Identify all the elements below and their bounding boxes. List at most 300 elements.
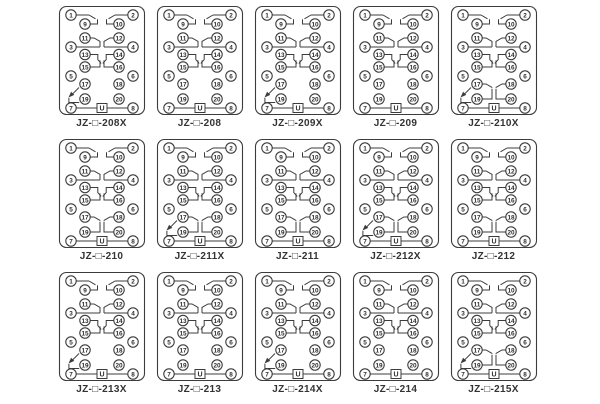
- svg-text:18: 18: [114, 347, 123, 355]
- terminal-14: [505, 315, 515, 325]
- terminal-4: [323, 175, 333, 185]
- svg-text:6: 6: [424, 206, 429, 214]
- diagram-label: JZ-□-214: [373, 384, 418, 395]
- terminal-11: [275, 299, 285, 309]
- svg-text:10: 10: [114, 287, 123, 295]
- terminal-7: [163, 369, 173, 379]
- svg-text:19: 19: [472, 96, 481, 104]
- svg-text:7: 7: [460, 371, 465, 379]
- terminal-11: [177, 166, 187, 176]
- terminal-11: [471, 33, 481, 43]
- svg-text:12: 12: [506, 301, 515, 309]
- terminal-9: [471, 152, 481, 162]
- terminal-4: [323, 308, 333, 318]
- terminal-16: [211, 62, 221, 72]
- terminal-13: [373, 49, 383, 59]
- power-unit-label: U: [294, 238, 301, 246]
- svg-text:18: 18: [212, 214, 221, 222]
- terminal-19: [373, 360, 383, 370]
- svg-text:2: 2: [130, 12, 135, 20]
- svg-text:7: 7: [166, 371, 171, 379]
- svg-text:6: 6: [228, 206, 233, 214]
- svg-text:10: 10: [408, 287, 417, 295]
- terminal-9: [471, 19, 481, 29]
- terminal-17: [275, 79, 285, 89]
- svg-text:16: 16: [310, 197, 319, 205]
- svg-text:5: 5: [362, 206, 367, 214]
- svg-text:1: 1: [460, 145, 465, 153]
- svg-text:7: 7: [264, 371, 269, 379]
- terminal-13: [471, 315, 481, 325]
- terminal-20: [309, 227, 319, 237]
- terminal-1: [261, 10, 271, 20]
- svg-text:3: 3: [362, 44, 367, 52]
- svg-text:6: 6: [130, 339, 135, 347]
- terminal-12: [211, 33, 221, 43]
- svg-text:2: 2: [424, 278, 429, 286]
- terminal-17: [373, 345, 383, 355]
- power-unit-label: U: [196, 371, 203, 379]
- terminal-1: [359, 10, 369, 20]
- terminal-15: [79, 62, 89, 72]
- relay-wiring-diagram: [249, 4, 346, 137]
- svg-text:16: 16: [114, 197, 123, 205]
- svg-text:14: 14: [310, 317, 319, 325]
- svg-text:2: 2: [228, 278, 233, 286]
- svg-text:13: 13: [178, 317, 187, 325]
- terminal-12: [113, 166, 123, 176]
- terminal-20: [211, 227, 221, 237]
- terminal-14: [309, 49, 319, 59]
- relay-schematic: [252, 4, 344, 118]
- relay-wiring-diagram: [445, 270, 542, 403]
- svg-text:20: 20: [506, 229, 515, 237]
- terminal-15: [471, 195, 481, 205]
- power-unit-label: U: [392, 105, 399, 113]
- svg-text:5: 5: [362, 73, 367, 81]
- svg-text:18: 18: [408, 347, 417, 355]
- svg-text:14: 14: [310, 184, 319, 192]
- svg-text:7: 7: [362, 105, 367, 113]
- svg-text:2: 2: [326, 145, 331, 153]
- terminal-5: [457, 204, 467, 214]
- terminal-2: [225, 276, 235, 286]
- relay-wiring-diagram: [347, 4, 444, 137]
- relay-schematic: [154, 137, 246, 251]
- svg-text:8: 8: [130, 105, 135, 113]
- terminal-10: [309, 19, 319, 29]
- relay-wiring-diagram: [347, 270, 444, 403]
- terminal-3: [359, 42, 369, 52]
- svg-text:4: 4: [130, 177, 135, 185]
- relay-schematic: [252, 137, 344, 251]
- svg-text:10: 10: [212, 154, 221, 162]
- relay-schematic: [154, 4, 246, 118]
- terminal-9: [79, 19, 89, 29]
- power-unit-label: U: [196, 238, 203, 246]
- svg-text:19: 19: [178, 96, 187, 104]
- terminal-1: [261, 143, 271, 153]
- svg-text:16: 16: [114, 330, 123, 338]
- terminal-7: [261, 369, 271, 379]
- terminal-20: [505, 360, 515, 370]
- svg-text:13: 13: [276, 317, 285, 325]
- svg-text:1: 1: [362, 145, 367, 153]
- relay-outline: [353, 273, 438, 381]
- terminal-5: [261, 204, 271, 214]
- terminal-16: [505, 62, 515, 72]
- svg-text:5: 5: [460, 73, 465, 81]
- terminal-13: [275, 182, 285, 192]
- relay-outline: [255, 273, 340, 381]
- terminal-13: [275, 49, 285, 59]
- power-unit-label: U: [392, 371, 399, 379]
- svg-text:16: 16: [506, 330, 515, 338]
- svg-text:7: 7: [68, 238, 73, 246]
- terminal-10: [211, 19, 221, 29]
- svg-text:9: 9: [474, 21, 479, 29]
- terminal-2: [225, 10, 235, 20]
- svg-text:12: 12: [408, 301, 417, 309]
- terminal-7: [359, 236, 369, 246]
- terminal-3: [163, 308, 173, 318]
- terminal-15: [471, 62, 481, 72]
- terminal-17: [177, 79, 187, 89]
- terminal-6: [519, 337, 529, 347]
- svg-text:18: 18: [506, 214, 515, 222]
- terminal-5: [163, 337, 173, 347]
- svg-text:10: 10: [506, 21, 515, 29]
- svg-text:19: 19: [276, 362, 285, 370]
- svg-text:14: 14: [212, 51, 221, 59]
- terminal-14: [407, 49, 417, 59]
- svg-text:7: 7: [460, 238, 465, 246]
- svg-text:9: 9: [180, 21, 185, 29]
- terminal-12: [505, 33, 515, 43]
- terminal-18: [505, 79, 515, 89]
- terminal-19: [275, 94, 285, 104]
- svg-text:14: 14: [212, 317, 221, 325]
- relay-schematic: [350, 270, 442, 384]
- svg-text:3: 3: [166, 310, 171, 318]
- terminal-18: [407, 345, 417, 355]
- terminal-13: [177, 49, 187, 59]
- svg-text:4: 4: [326, 177, 331, 185]
- terminal-10: [505, 152, 515, 162]
- svg-text:5: 5: [68, 339, 73, 347]
- terminal-11: [275, 33, 285, 43]
- indicator-arrow-icon: [68, 354, 79, 369]
- svg-text:9: 9: [82, 154, 87, 162]
- svg-text:18: 18: [114, 81, 123, 89]
- svg-text:6: 6: [130, 73, 135, 81]
- terminal-12: [309, 299, 319, 309]
- terminal-4: [421, 42, 431, 52]
- indicator-arrow-icon: [264, 88, 275, 103]
- terminal-5: [65, 204, 75, 214]
- terminal-15: [275, 328, 285, 338]
- terminal-4: [225, 175, 235, 185]
- svg-text:10: 10: [114, 21, 123, 29]
- terminal-4: [421, 308, 431, 318]
- terminal-8: [127, 236, 137, 246]
- svg-text:20: 20: [114, 229, 123, 237]
- diagram-label: JZ-□-210X: [468, 118, 519, 129]
- relay-schematic: [448, 4, 540, 118]
- svg-text:17: 17: [276, 347, 285, 355]
- svg-text:5: 5: [460, 206, 465, 214]
- terminal-12: [309, 33, 319, 43]
- svg-text:19: 19: [80, 362, 89, 370]
- svg-text:4: 4: [228, 177, 233, 185]
- svg-text:5: 5: [166, 206, 171, 214]
- svg-text:6: 6: [522, 206, 527, 214]
- terminal-7: [163, 236, 173, 246]
- terminal-1: [163, 143, 173, 153]
- svg-text:12: 12: [408, 35, 417, 43]
- svg-text:19: 19: [178, 229, 187, 237]
- terminal-5: [163, 71, 173, 81]
- terminal-4: [519, 42, 529, 52]
- svg-text:5: 5: [362, 339, 367, 347]
- terminal-1: [163, 276, 173, 286]
- svg-text:15: 15: [80, 64, 89, 72]
- svg-text:9: 9: [376, 154, 381, 162]
- svg-text:14: 14: [408, 51, 417, 59]
- indicator-arrow-icon: [460, 354, 471, 369]
- terminal-18: [505, 212, 515, 222]
- terminal-19: [79, 94, 89, 104]
- svg-text:10: 10: [408, 154, 417, 162]
- diagram-label: JZ-□-213: [177, 384, 222, 395]
- terminal-1: [359, 143, 369, 153]
- svg-text:18: 18: [506, 81, 515, 89]
- svg-text:16: 16: [408, 330, 417, 338]
- relay-schematic: [448, 270, 540, 384]
- diagram-label: JZ-□-208: [177, 118, 222, 129]
- svg-text:6: 6: [130, 206, 135, 214]
- svg-text:10: 10: [310, 287, 319, 295]
- terminal-3: [261, 42, 271, 52]
- terminal-11: [79, 166, 89, 176]
- terminal-20: [309, 360, 319, 370]
- terminal-12: [309, 166, 319, 176]
- terminal-16: [211, 328, 221, 338]
- terminal-11: [471, 166, 481, 176]
- svg-text:18: 18: [114, 214, 123, 222]
- diagram-label: JZ-□-211: [276, 251, 319, 262]
- terminal-16: [309, 195, 319, 205]
- svg-text:19: 19: [276, 229, 285, 237]
- terminal-1: [457, 143, 467, 153]
- svg-text:9: 9: [180, 154, 185, 162]
- terminal-1: [65, 276, 75, 286]
- svg-text:1: 1: [460, 12, 465, 20]
- svg-text:6: 6: [522, 73, 527, 81]
- svg-text:11: 11: [375, 301, 382, 309]
- svg-text:1: 1: [68, 12, 73, 20]
- terminal-10: [505, 19, 515, 29]
- svg-text:11: 11: [179, 168, 186, 176]
- svg-text:11: 11: [179, 35, 186, 43]
- svg-text:1: 1: [166, 278, 171, 286]
- svg-text:16: 16: [114, 64, 123, 72]
- power-unit-label: U: [294, 371, 301, 379]
- svg-text:10: 10: [506, 154, 515, 162]
- relay-wiring-diagram: [445, 137, 542, 270]
- svg-text:15: 15: [472, 330, 481, 338]
- diagram-grid: [53, 4, 600, 403]
- svg-text:6: 6: [424, 339, 429, 347]
- relay-outline: [157, 7, 242, 115]
- svg-text:7: 7: [264, 238, 269, 246]
- svg-text:1: 1: [362, 12, 367, 20]
- svg-text:14: 14: [408, 184, 417, 192]
- relay-outline: [59, 7, 144, 115]
- svg-text:6: 6: [326, 206, 331, 214]
- terminal-4: [225, 42, 235, 52]
- terminal-2: [127, 10, 137, 20]
- svg-text:14: 14: [506, 317, 515, 325]
- svg-text:8: 8: [228, 371, 233, 379]
- terminal-20: [113, 360, 123, 370]
- terminal-17: [177, 212, 187, 222]
- svg-text:20: 20: [408, 229, 417, 237]
- diagram-label: JZ-□-212: [471, 251, 516, 262]
- svg-text:2: 2: [130, 145, 135, 153]
- terminal-18: [309, 79, 319, 89]
- relay-schematic: [448, 137, 540, 251]
- relay-wiring-diagram: [53, 4, 150, 137]
- terminal-10: [407, 19, 417, 29]
- svg-text:14: 14: [212, 184, 221, 192]
- terminal-7: [163, 103, 173, 113]
- svg-text:15: 15: [276, 197, 285, 205]
- terminal-1: [457, 276, 467, 286]
- svg-text:14: 14: [506, 184, 515, 192]
- svg-text:9: 9: [376, 21, 381, 29]
- terminal-5: [359, 71, 369, 81]
- svg-text:11: 11: [81, 301, 88, 309]
- svg-text:16: 16: [408, 64, 417, 72]
- svg-text:17: 17: [80, 81, 89, 89]
- svg-text:17: 17: [80, 347, 89, 355]
- terminal-15: [373, 328, 383, 338]
- svg-text:12: 12: [310, 301, 319, 309]
- svg-text:15: 15: [178, 330, 187, 338]
- svg-text:19: 19: [374, 229, 383, 237]
- terminal-17: [177, 345, 187, 355]
- svg-text:16: 16: [212, 197, 221, 205]
- svg-text:6: 6: [522, 339, 527, 347]
- svg-text:15: 15: [178, 64, 187, 72]
- svg-text:20: 20: [212, 229, 221, 237]
- terminal-5: [163, 204, 173, 214]
- terminal-16: [309, 328, 319, 338]
- terminal-14: [505, 49, 515, 59]
- terminal-8: [225, 236, 235, 246]
- terminal-2: [127, 276, 137, 286]
- terminal-12: [113, 33, 123, 43]
- svg-text:2: 2: [522, 12, 527, 20]
- terminal-14: [113, 49, 123, 59]
- svg-text:5: 5: [460, 339, 465, 347]
- svg-text:15: 15: [374, 64, 383, 72]
- terminal-12: [407, 33, 417, 43]
- svg-text:8: 8: [326, 105, 331, 113]
- svg-text:1: 1: [264, 12, 269, 20]
- terminal-10: [309, 152, 319, 162]
- terminal-1: [457, 10, 467, 20]
- svg-text:7: 7: [166, 238, 171, 246]
- terminal-17: [79, 212, 89, 222]
- svg-text:3: 3: [460, 310, 465, 318]
- svg-text:18: 18: [212, 81, 221, 89]
- terminal-9: [373, 285, 383, 295]
- relay-schematic: [252, 270, 344, 384]
- terminal-2: [421, 10, 431, 20]
- terminal-13: [373, 315, 383, 325]
- svg-text:18: 18: [408, 214, 417, 222]
- svg-text:17: 17: [374, 214, 383, 222]
- terminal-20: [113, 227, 123, 237]
- relay-outline: [59, 273, 144, 381]
- svg-text:13: 13: [80, 317, 89, 325]
- svg-text:6: 6: [228, 73, 233, 81]
- svg-text:3: 3: [68, 177, 73, 185]
- terminal-14: [407, 182, 417, 192]
- svg-text:5: 5: [68, 206, 73, 214]
- svg-text:5: 5: [166, 339, 171, 347]
- svg-text:20: 20: [212, 96, 221, 104]
- svg-text:4: 4: [424, 177, 429, 185]
- relay-wiring-diagram: [445, 4, 542, 137]
- svg-text:5: 5: [166, 73, 171, 81]
- svg-text:1: 1: [68, 145, 73, 153]
- terminal-20: [211, 94, 221, 104]
- indicator-arrow-icon: [264, 354, 275, 369]
- terminal-8: [323, 369, 333, 379]
- power-unit-label: U: [196, 105, 203, 113]
- terminal-13: [177, 182, 187, 192]
- power-unit-label: U: [490, 105, 497, 113]
- svg-text:19: 19: [276, 96, 285, 104]
- svg-text:16: 16: [310, 64, 319, 72]
- terminal-8: [323, 236, 333, 246]
- terminal-15: [373, 62, 383, 72]
- svg-text:2: 2: [522, 278, 527, 286]
- svg-text:4: 4: [130, 44, 135, 52]
- terminal-6: [225, 204, 235, 214]
- terminal-15: [177, 328, 187, 338]
- svg-text:16: 16: [212, 64, 221, 72]
- terminal-17: [373, 79, 383, 89]
- terminal-17: [471, 212, 481, 222]
- svg-text:3: 3: [264, 44, 269, 52]
- svg-text:12: 12: [114, 168, 123, 176]
- svg-text:1: 1: [264, 278, 269, 286]
- terminal-11: [373, 166, 383, 176]
- svg-text:16: 16: [212, 330, 221, 338]
- terminal-6: [323, 337, 333, 347]
- terminal-14: [113, 182, 123, 192]
- terminal-15: [79, 195, 89, 205]
- terminal-19: [373, 227, 383, 237]
- terminal-4: [127, 308, 137, 318]
- svg-text:4: 4: [424, 310, 429, 318]
- terminal-16: [505, 328, 515, 338]
- svg-text:9: 9: [376, 287, 381, 295]
